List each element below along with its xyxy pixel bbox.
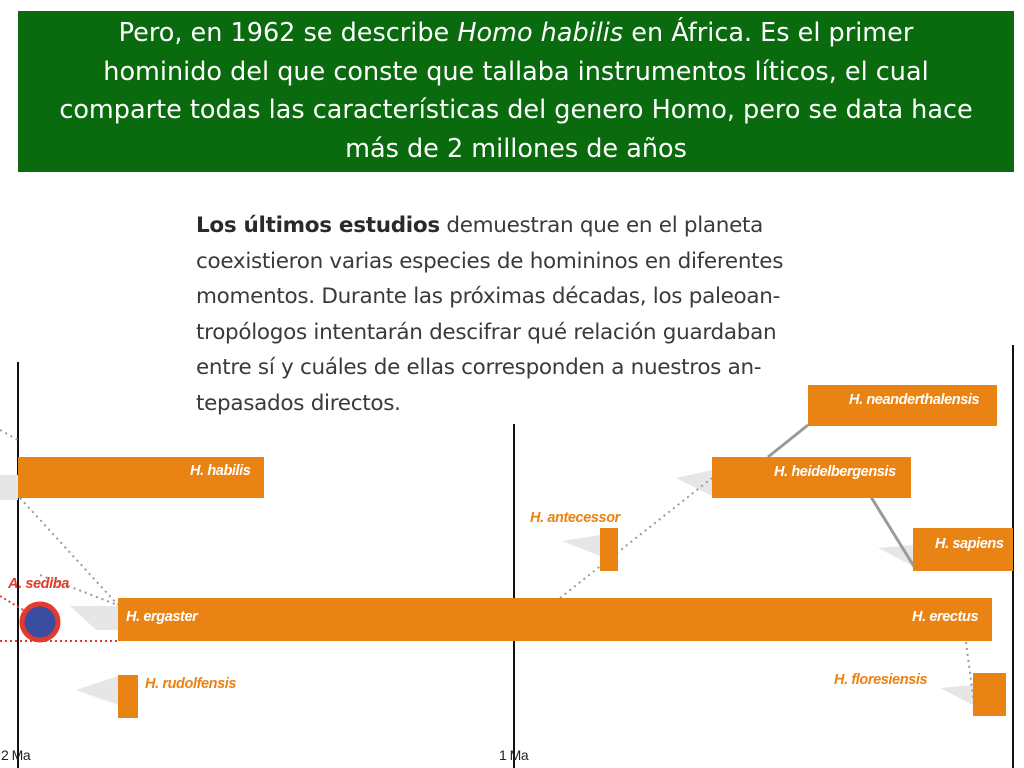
- paragraph-line-5: entre sí y cuáles de ellas corresponden a nuestros an-: [196, 355, 762, 381]
- paragraph-line-2: coexistieron varias especies de homininos en diferentes: [196, 248, 784, 274]
- sediba-marker: [22, 604, 58, 640]
- bar-h-floresiensis: [973, 673, 1006, 716]
- label-h-floresiensis: H. floresiensis: [834, 672, 928, 688]
- paragraph-line-1: Los últimos estudios demuestran que en el planeta: [196, 213, 764, 238]
- banner-line-1: Pero, en 1962 se describe Homo habilis en África. Es el primer: [118, 18, 914, 48]
- label-a-sediba: A. sediba: [8, 576, 69, 592]
- paragraph-line-3: momentos. Durante las próximas décadas, los paleoan-: [196, 284, 781, 310]
- label-h-erectus: H. erectus: [912, 609, 979, 625]
- label-h-habilis: H. habilis: [190, 463, 251, 479]
- label-h-antecessor: H. antecessor: [530, 510, 620, 526]
- label-h-ergaster: H. ergaster: [126, 609, 198, 625]
- bar-h-rudolfensis: [118, 675, 138, 718]
- bar-h-ergaster-erectus: [118, 598, 992, 641]
- banner-line-3: comparte todas las características del genero Homo, pero se data hace: [59, 95, 973, 125]
- paragraph-line-6: tepasados directos.: [196, 390, 401, 416]
- label-h-heidelbergensis: H. heidelbergensis: [774, 464, 896, 480]
- bar-h-antecessor: [600, 528, 618, 571]
- axis-label-2ma: 2 Ma: [1, 747, 31, 763]
- banner-line-2: hominido del que conste que tallaba instrumentos líticos, el cual: [103, 56, 929, 87]
- label-h-neanderthalensis: H. neanderthalensis: [849, 392, 980, 408]
- axis-label-1ma: 1 Ma: [499, 747, 529, 763]
- paragraph-line-4: tropólogos intentarán descifrar qué relación guardaban: [196, 319, 777, 345]
- bar-shadows: [0, 470, 973, 705]
- label-h-rudolfensis: H. rudolfensis: [145, 676, 237, 692]
- label-h-sapiens: H. sapiens: [935, 536, 1004, 552]
- banner-line-4: más de 2 millones de años: [345, 133, 687, 164]
